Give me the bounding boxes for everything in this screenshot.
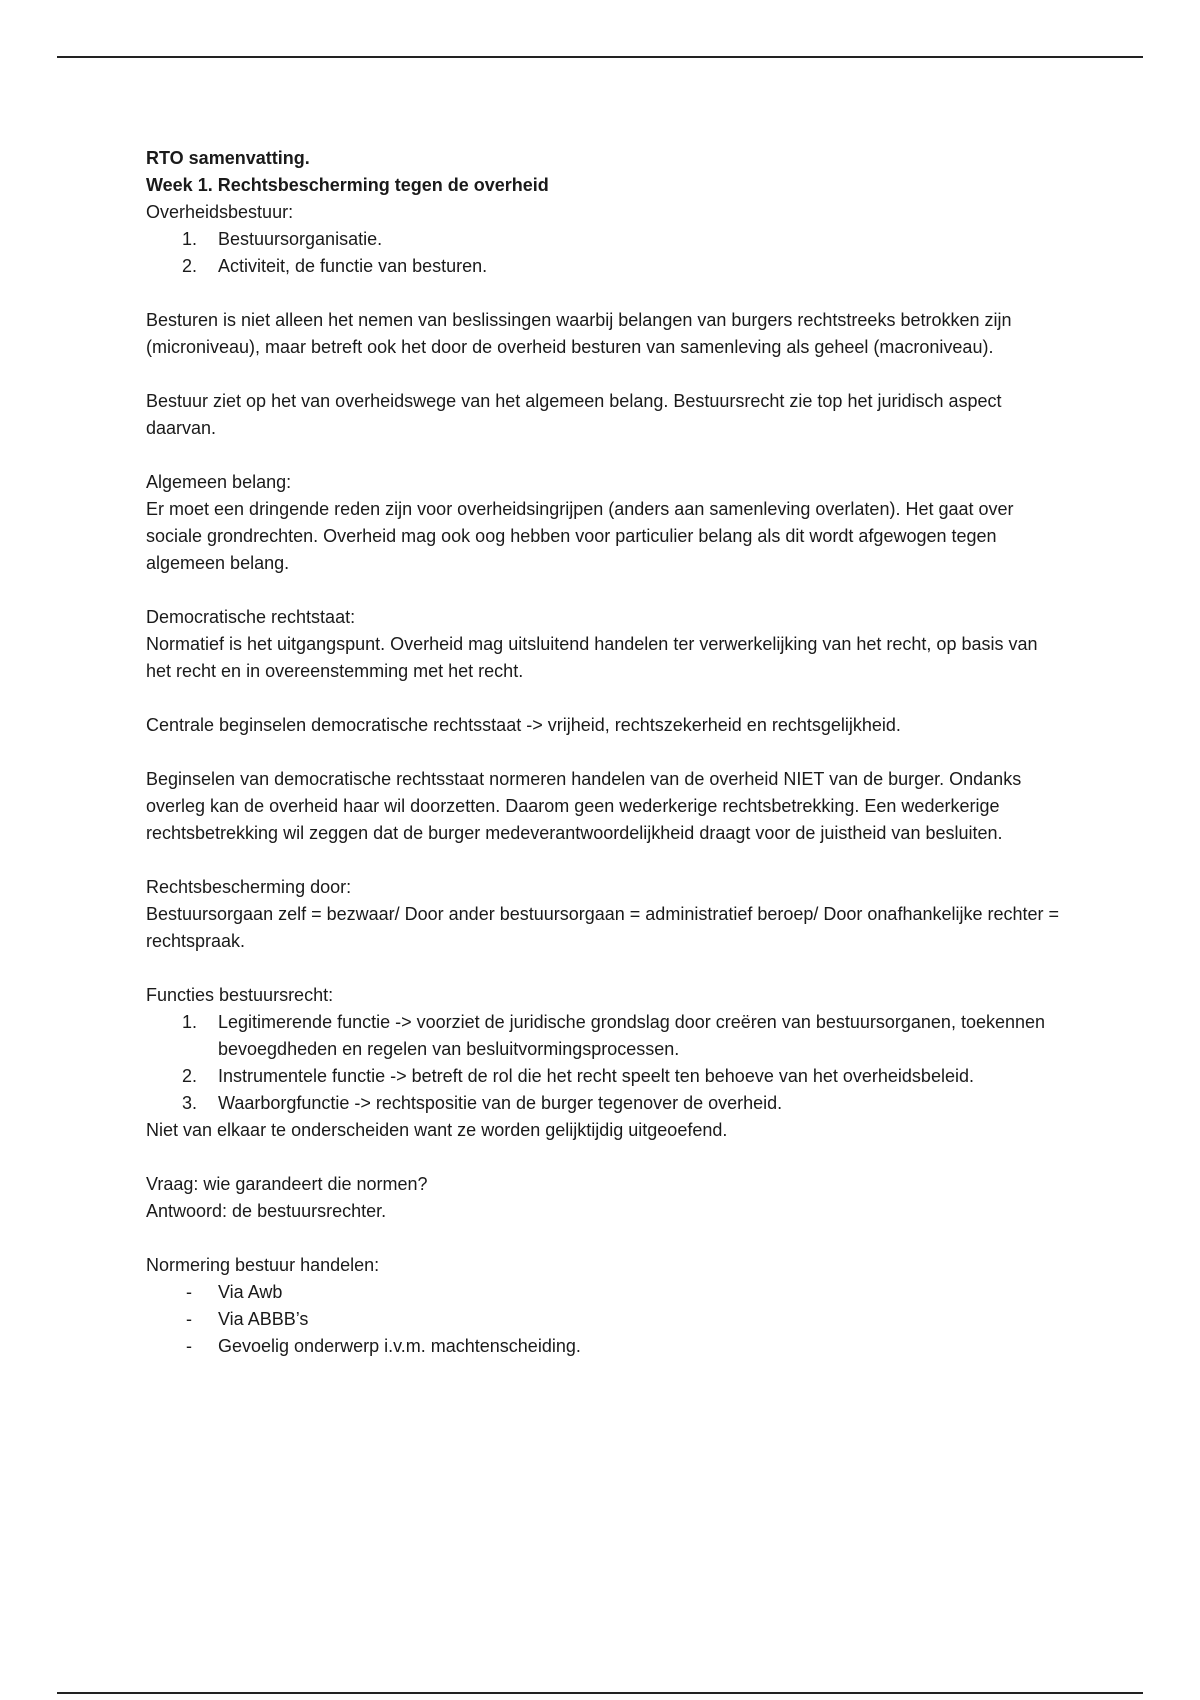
besturen-paragraph bbox=[146, 307, 1066, 361]
section-label: Normering bestuur handelen: bbox=[146, 1255, 380, 1275]
list-item-text: Instrumentele functie -> betreft de rol die het recht speelt ten behoeve van het overheidsbeleid. bbox=[218, 1066, 974, 1086]
centrale-beginselen-paragraph bbox=[146, 712, 1066, 739]
overheidsbestuur-label: Overheidsbestuur: bbox=[146, 202, 294, 222]
functies-section bbox=[146, 982, 1066, 1144]
list-item bbox=[146, 1090, 1066, 1117]
list-item-text: Waarborgfunctie -> rechtspositie van de burger tegenover de overheid. bbox=[218, 1093, 783, 1113]
section-label: Democratische rechtstaat: bbox=[146, 607, 356, 627]
list-number: 2. bbox=[182, 1066, 198, 1086]
bullet-dash: - bbox=[186, 1309, 192, 1329]
paragraph-text: Centrale beginselen democratische rechtsstaat -> vrijheid, rechtszekerheid en rechtsgelijkheid. bbox=[146, 715, 901, 735]
paragraph-text: Bestuur ziet op het van overheidswege van het algemeen belang. Bestuursrecht zie top het juridisch aspect daarvan. bbox=[146, 391, 1002, 438]
paragraph-text: Bestuursorgaan zelf = bezwaar/ Door ander bestuursorgaan = administratief beroep/ Door onafhankelijke rechter = rechtspraak. bbox=[146, 904, 1060, 951]
paragraph-text: Er moet een dringende reden zijn voor overheidsingrijpen (anders aan samenleving overlaten). Het gaat over sociale grondrechten. Overheid mag ook oog hebben voor particulier belang als dit wordt afgewogen tegen algemeen belang. bbox=[146, 499, 1014, 573]
algemeen-belang-section bbox=[146, 469, 1066, 577]
list-item bbox=[146, 226, 1066, 253]
functies-list bbox=[146, 1009, 1066, 1117]
list-item-text: Bestuursorganisatie. bbox=[218, 229, 383, 249]
document-title: RTO samenvatting. bbox=[146, 148, 310, 168]
list-item bbox=[146, 1333, 1066, 1360]
list-number: 1. bbox=[182, 229, 198, 249]
list-item-text: Via ABBB’s bbox=[218, 1309, 309, 1329]
functies-note: Niet van elkaar te onderscheiden want ze worden gelijktijdig uitgeoefend. bbox=[146, 1120, 728, 1140]
list-item-text: Legitimerende functie -> voorziet de juridische grondslag door creëren van bestuursorganen, toekennen bevoegdheden en regelen van besluitvormingsprocessen. bbox=[218, 1012, 1046, 1059]
section-label: Functies bestuursrecht: bbox=[146, 985, 334, 1005]
answer-text: Antwoord: de bestuursrechter. bbox=[146, 1201, 387, 1221]
vraag-antwoord-section bbox=[146, 1171, 1066, 1225]
list-item bbox=[146, 1279, 1066, 1306]
overheidsbestuur-list bbox=[146, 226, 1066, 280]
paragraph-text: Besturen is niet alleen het nemen van beslissingen waarbij belangen van burgers rechtstreeks betrokken zijn (microniveau), maar betreft ook het door de overheid besturen van samenleving als geheel (macroniveau). bbox=[146, 310, 1012, 357]
paragraph-text: Normatief is het uitgangspunt. Overheid mag uitsluitend handelen ter verwerkelijking van het recht, op basis van het recht en in overeenstemming met het recht. bbox=[146, 634, 1038, 681]
section-label: Rechtsbescherming door: bbox=[146, 877, 352, 897]
list-item-text: Via Awb bbox=[218, 1282, 283, 1302]
section-label: Algemeen belang: bbox=[146, 472, 292, 492]
democratische-rechtstaat-section bbox=[146, 604, 1066, 685]
list-item bbox=[146, 1306, 1066, 1333]
question-text: Vraag: wie garandeert die normen? bbox=[146, 1174, 428, 1194]
list-item-text: Activiteit, de functie van besturen. bbox=[218, 256, 488, 276]
normering-list bbox=[146, 1279, 1066, 1360]
week-heading: Week 1. Rechtsbescherming tegen de overheid bbox=[146, 175, 549, 195]
list-number: 3. bbox=[182, 1093, 198, 1113]
bullet-dash: - bbox=[186, 1282, 192, 1302]
list-number: 1. bbox=[182, 1012, 198, 1032]
list-item-text: Gevoelig onderwerp i.v.m. machtenscheiding. bbox=[218, 1336, 581, 1356]
rechtsbescherming-section bbox=[146, 874, 1066, 955]
document-body bbox=[146, 145, 1066, 1387]
list-item bbox=[146, 253, 1066, 280]
header-rule bbox=[57, 56, 1143, 58]
list-item bbox=[146, 1009, 1066, 1063]
bestuur-paragraph bbox=[146, 388, 1066, 442]
footer-rule bbox=[57, 1692, 1143, 1694]
paragraph-text: Beginselen van democratische rechtsstaat normeren handelen van de overheid NIET van de burger. Ondanks overleg kan de overheid haar wil doorzetten. Daarom geen wederkerige rechtsbetrekking. Een wederkerige rechtsbetrekking wil zeggen dat de burger medeverantwoordelijkheid draagt voor de juistheid van besluiten. bbox=[146, 769, 1022, 843]
overheidsbestuur-section bbox=[146, 199, 1066, 280]
list-item bbox=[146, 1063, 1066, 1090]
normering-section bbox=[146, 1252, 1066, 1360]
list-number: 2. bbox=[182, 256, 198, 276]
beginselen-paragraph bbox=[146, 766, 1066, 847]
bullet-dash: - bbox=[186, 1336, 192, 1356]
